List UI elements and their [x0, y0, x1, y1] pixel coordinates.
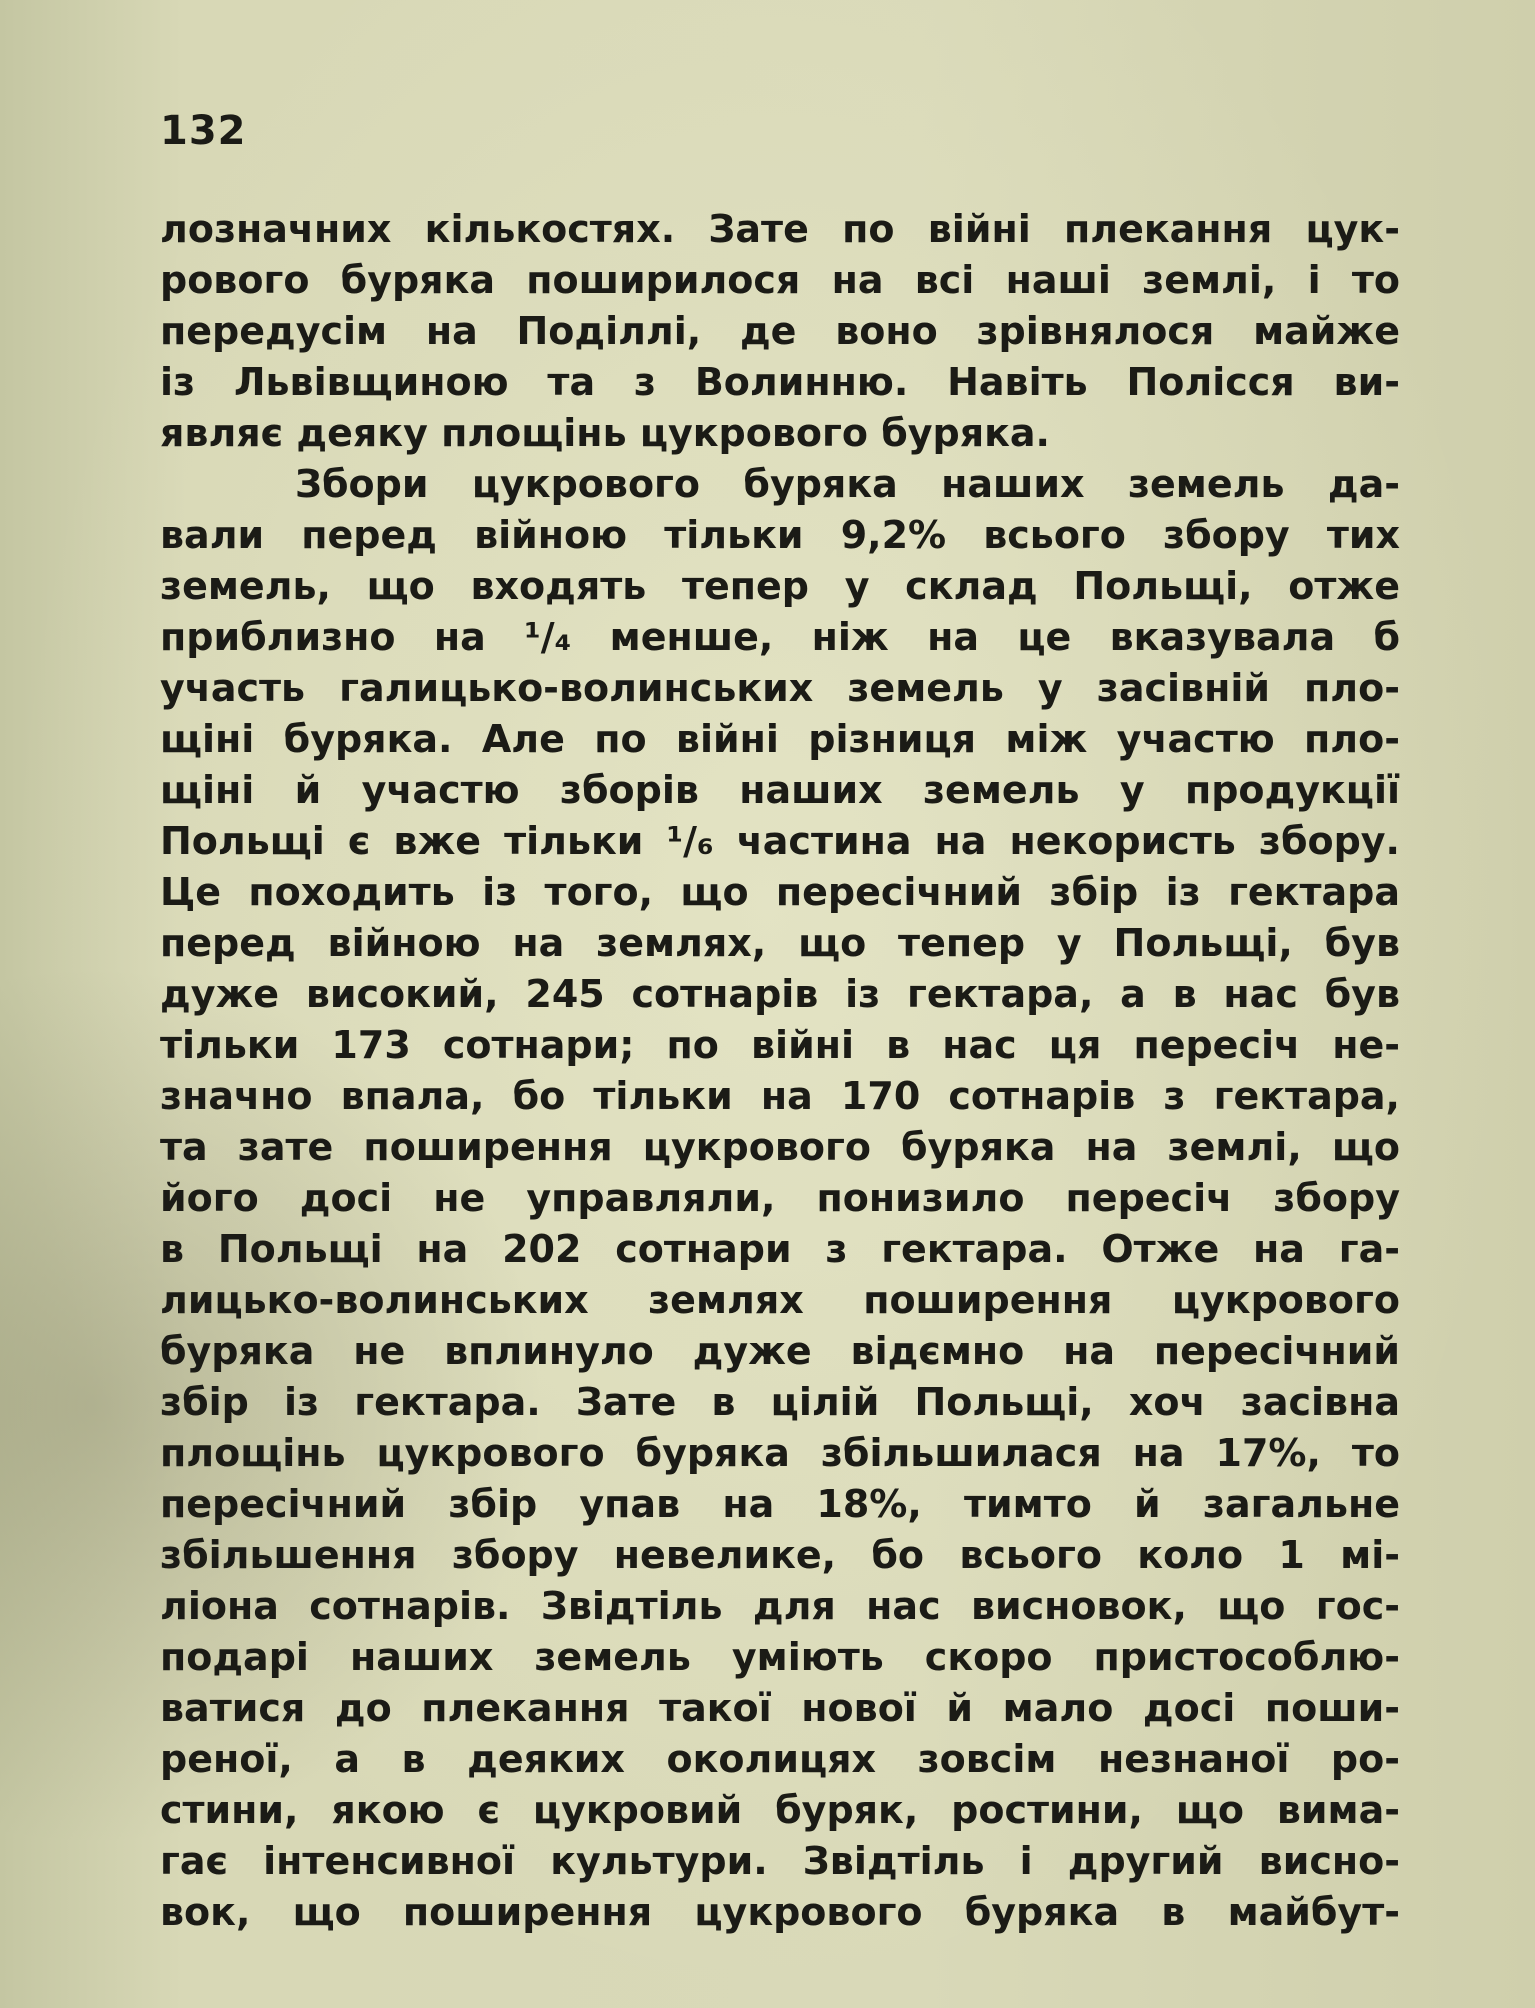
- text-line: перед війною на землях, що тепер у Польщі, був: [160, 921, 1400, 965]
- text-line: подарі наших земель уміють скоро пристособлю-: [160, 1635, 1400, 1679]
- text-line: являє деяку площінь цукрового буряка.: [160, 411, 1050, 455]
- text-line: передусім на Поділлі, де воно зрівнялося майже: [160, 309, 1400, 353]
- text-line: ліона сотнарів. Звідтіль для нас висновок, що гос-: [160, 1584, 1400, 1628]
- text-line: участь галицько-волинських земель у засівній пло-: [160, 666, 1400, 710]
- text-line: площінь цукрового буряка збільшилася на 17%, то: [160, 1431, 1400, 1475]
- text-line: рового буряка поширилося на всі наші землі, і то: [160, 258, 1400, 302]
- text-line: дуже високий, 245 сотнарів із гектара, а в нас був: [160, 972, 1400, 1016]
- text-line: буряка не вплинуло дуже відємно на пересічний: [160, 1329, 1400, 1373]
- text-line: його досі не управляли, понизило пересіч збору: [160, 1176, 1400, 1220]
- text-line: тільки 173 сотнари; по війні в нас ця пересіч не-: [160, 1023, 1400, 1067]
- text-line: лозначних кількостях. Зате по війні плекання цук-: [160, 207, 1400, 251]
- text-line: гає інтенсивної культури. Звідтіль і другий висно-: [160, 1839, 1400, 1883]
- text-line: збір із гектара. Зате в цілій Польщі, хоч засівна: [160, 1380, 1400, 1424]
- text-line: збільшення збору невелике, бо всього коло 1 мі-: [160, 1533, 1400, 1577]
- text-line: Польщі є вже тільки ¹/₆ частина на некористь збору.: [160, 819, 1400, 863]
- text-line: в Польщі на 202 сотнари з гектара. Отже на га-: [160, 1227, 1400, 1271]
- text-line: земель, що входять тепер у склад Польщі, отже: [160, 564, 1400, 608]
- page-number: 132: [160, 108, 247, 154]
- text-line: щіні й участю зборів наших земель у продукції: [160, 768, 1400, 812]
- text-line: ватися до плекання такої нової й мало досі поши-: [160, 1686, 1400, 1730]
- text-line: та зате поширення цукрового буряка на землі, що: [160, 1125, 1400, 1169]
- text-line: значно впала, бо тільки на 170 сотнарів з гектара,: [160, 1074, 1400, 1118]
- text-line: лицько-волинських землях поширення цукрового: [160, 1278, 1400, 1322]
- text-line: пересічний збір упав на 18%, тимто й загальне: [160, 1482, 1400, 1526]
- text-line: Це походить із того, що пересічний збір із гектара: [160, 870, 1400, 914]
- text-line: щіні буряка. Але по війні різниця між участю пло-: [160, 717, 1400, 761]
- text-line: вок, що поширення цукрового буряка в майбут-: [160, 1890, 1400, 1934]
- text-line: Збори цукрового буряка наших земель да-: [295, 462, 1400, 506]
- text-line: вали перед війною тільки 9,2% всього збору тих: [160, 513, 1400, 557]
- text-line: із Львівщиною та з Волинню. Навіть Полісся ви-: [160, 360, 1400, 404]
- text-line: приблизно на ¹/₄ менше, ніж на це вказувала б: [160, 615, 1400, 659]
- text-line: стини, якою є цукровий буряк, ростини, що вима-: [160, 1788, 1400, 1832]
- body-text: [160, 204, 1400, 1938]
- text-line: реної, а в деяких околицях зовсім незнаної ро-: [160, 1737, 1400, 1781]
